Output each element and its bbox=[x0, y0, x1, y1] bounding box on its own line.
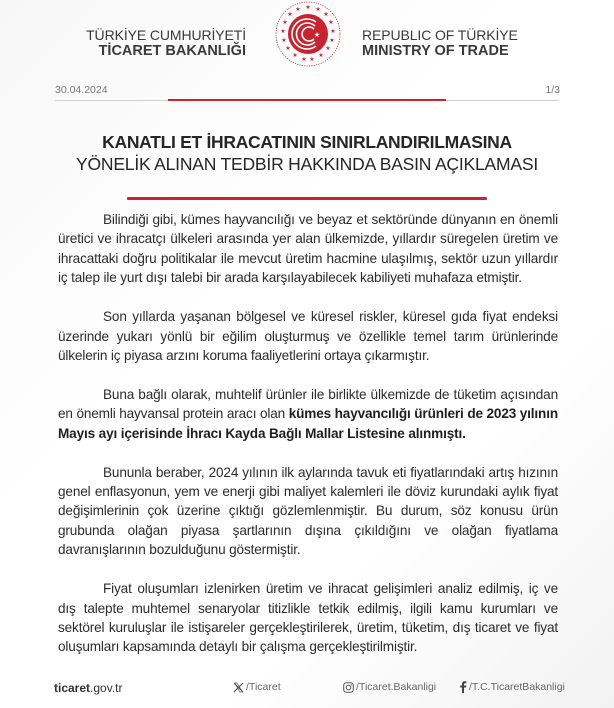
page-number: 1/3 bbox=[545, 84, 560, 96]
ministry-of-trade-emblem-icon bbox=[272, 0, 344, 72]
svg-text:★: ★ bbox=[318, 52, 324, 59]
paragraph-3 bbox=[58, 385, 558, 443]
svg-text:★: ★ bbox=[325, 45, 331, 52]
paragraph-text: Bununla beraber, 2024 yılının ilk aylarında tavuk eti fiyatlarındaki artış hızının genel enflasyonun, yem ve enerji gibi maliyet kalemleri ile döviz kurundaki aylık fiyat değişimlerinin çok üzerine çıktığı gözlemlenmiştir. Bu durum, söz konusu ürün grubunda olağan piyasa şartlarının dışına çıkıldığını ve olağan fiyatlama davranışlarının bozulduğunu göstermiştir. bbox=[58, 464, 558, 558]
social-facebook-link[interactable] bbox=[459, 681, 565, 693]
footer bbox=[0, 679, 614, 699]
website-domain-suffix: .gov.tr bbox=[90, 681, 123, 695]
svg-text:★: ★ bbox=[313, 31, 321, 39]
svg-text:★: ★ bbox=[323, 11, 329, 18]
header-line-republic-tr: TÜRKİYE CUMHURİYETİ bbox=[86, 27, 246, 43]
document-date: 30.04.2024 bbox=[55, 84, 108, 96]
website-domain-bold: ticaret bbox=[54, 681, 91, 695]
ministry-name-english bbox=[362, 27, 518, 60]
svg-text:★: ★ bbox=[315, 6, 321, 13]
paragraph-5 bbox=[58, 579, 558, 657]
title-line-2: YÖNELİK ALINAN TEDBİR HAKKINDA BASIN AÇIKLAMASI bbox=[76, 154, 538, 174]
paragraph-emphasis: kümes hayvancılığı ürünleri de 2023 yılının Mayıs ayı içerisinde İhracı Kayda Bağlı Mallar Listesine alınmıştı. bbox=[58, 406, 558, 441]
title-line-1: KANATLI ET İHRACATININ SINIRLANDIRILMASINA bbox=[102, 132, 512, 152]
title-underline bbox=[127, 197, 487, 200]
svg-text:★: ★ bbox=[295, 6, 301, 13]
svg-text:★: ★ bbox=[280, 28, 286, 35]
social-handle: /Ticaret.Bakanligi bbox=[356, 681, 437, 693]
paragraph-text: Fiyat oluşumları izlenirken üretim ve ihracat gelişimleri analiz edilmiş, iç ve dış talepte muhtemel senaryolar titizlikle tetkik edilmiş, ilgili kamu kurumları ve sektörel kuruluşlar ile istişareler gerçekleştirilerek, üretim, tüketim, dış ticaret ve fiyat oluşumları kapsamında detaylı bir çalışma gerçekleştirilmiştir. bbox=[58, 581, 558, 655]
header-line-republic-en: REPUBLIC OF TÜRKİYE bbox=[362, 27, 518, 43]
social-instagram-link[interactable] bbox=[343, 681, 436, 693]
svg-text:★: ★ bbox=[330, 28, 336, 35]
social-handle: /Ticaret bbox=[246, 681, 281, 693]
paragraph-text: Son yıllarda yaşanan bölgesel ve küresel riskler, küresel gıda fiyat endeksi üzerinde yukarı yönlü bir eğilim oluşturmuş ve özellikle temel tarım ürünlerinde ülkelerin iç piyasa arzını koruma faaliyetlerini ortaya çıkarmıştır. bbox=[58, 309, 558, 363]
header-line-ministry-en: MINISTRY OF TRADE bbox=[362, 43, 509, 59]
x-twitter-icon bbox=[233, 682, 244, 693]
svg-text:★: ★ bbox=[281, 37, 287, 44]
facebook-icon bbox=[459, 681, 467, 693]
svg-text:★: ★ bbox=[329, 37, 335, 44]
document-title bbox=[0, 131, 614, 175]
paragraph-text: Bilindiği gibi, kümes hayvancılığı ve beyaz et sektöründe dünyanın en önemli üretici ve ihracatçı ülkeleri arasında yer alan ülkemizde, yıllardır süregelen üretim ve ihracattaki doğru politikalar ile mevcut üretim hacmine ulaşılmış, sektör uzun yıllardır iç talep ile yurt dışı talebi bir arada karşılayabilecek kabiliyeti muhafaza etmiştir. bbox=[58, 212, 558, 286]
social-x-link[interactable] bbox=[233, 681, 281, 693]
instagram-icon bbox=[343, 682, 354, 693]
header-line-ministry-tr: TİCARET BAKANLIĞI bbox=[98, 43, 246, 59]
ministry-name-turkish bbox=[60, 27, 246, 60]
svg-text:★: ★ bbox=[328, 19, 334, 26]
svg-text:★: ★ bbox=[309, 56, 315, 63]
svg-text:★: ★ bbox=[287, 11, 293, 18]
document-body bbox=[58, 210, 558, 676]
paragraph-1 bbox=[58, 210, 558, 288]
svg-text:★: ★ bbox=[282, 19, 288, 26]
header-divider-accent bbox=[168, 99, 446, 101]
svg-text:★: ★ bbox=[292, 52, 298, 59]
svg-text:★: ★ bbox=[301, 56, 307, 63]
svg-text:★: ★ bbox=[285, 45, 291, 52]
paragraph-text: Buna bağlı olarak, muhtelif ürünler ile birlikte ülkemizde de tüketim açısından en önemli hayvansal protein aracı olan bbox=[58, 386, 558, 422]
paragraph-4 bbox=[58, 463, 558, 560]
social-handle: /T.C.TicaretBakanligi bbox=[469, 681, 565, 693]
paragraph-2 bbox=[58, 307, 558, 365]
svg-text:★: ★ bbox=[305, 4, 311, 11]
website-link[interactable] bbox=[54, 681, 123, 695]
